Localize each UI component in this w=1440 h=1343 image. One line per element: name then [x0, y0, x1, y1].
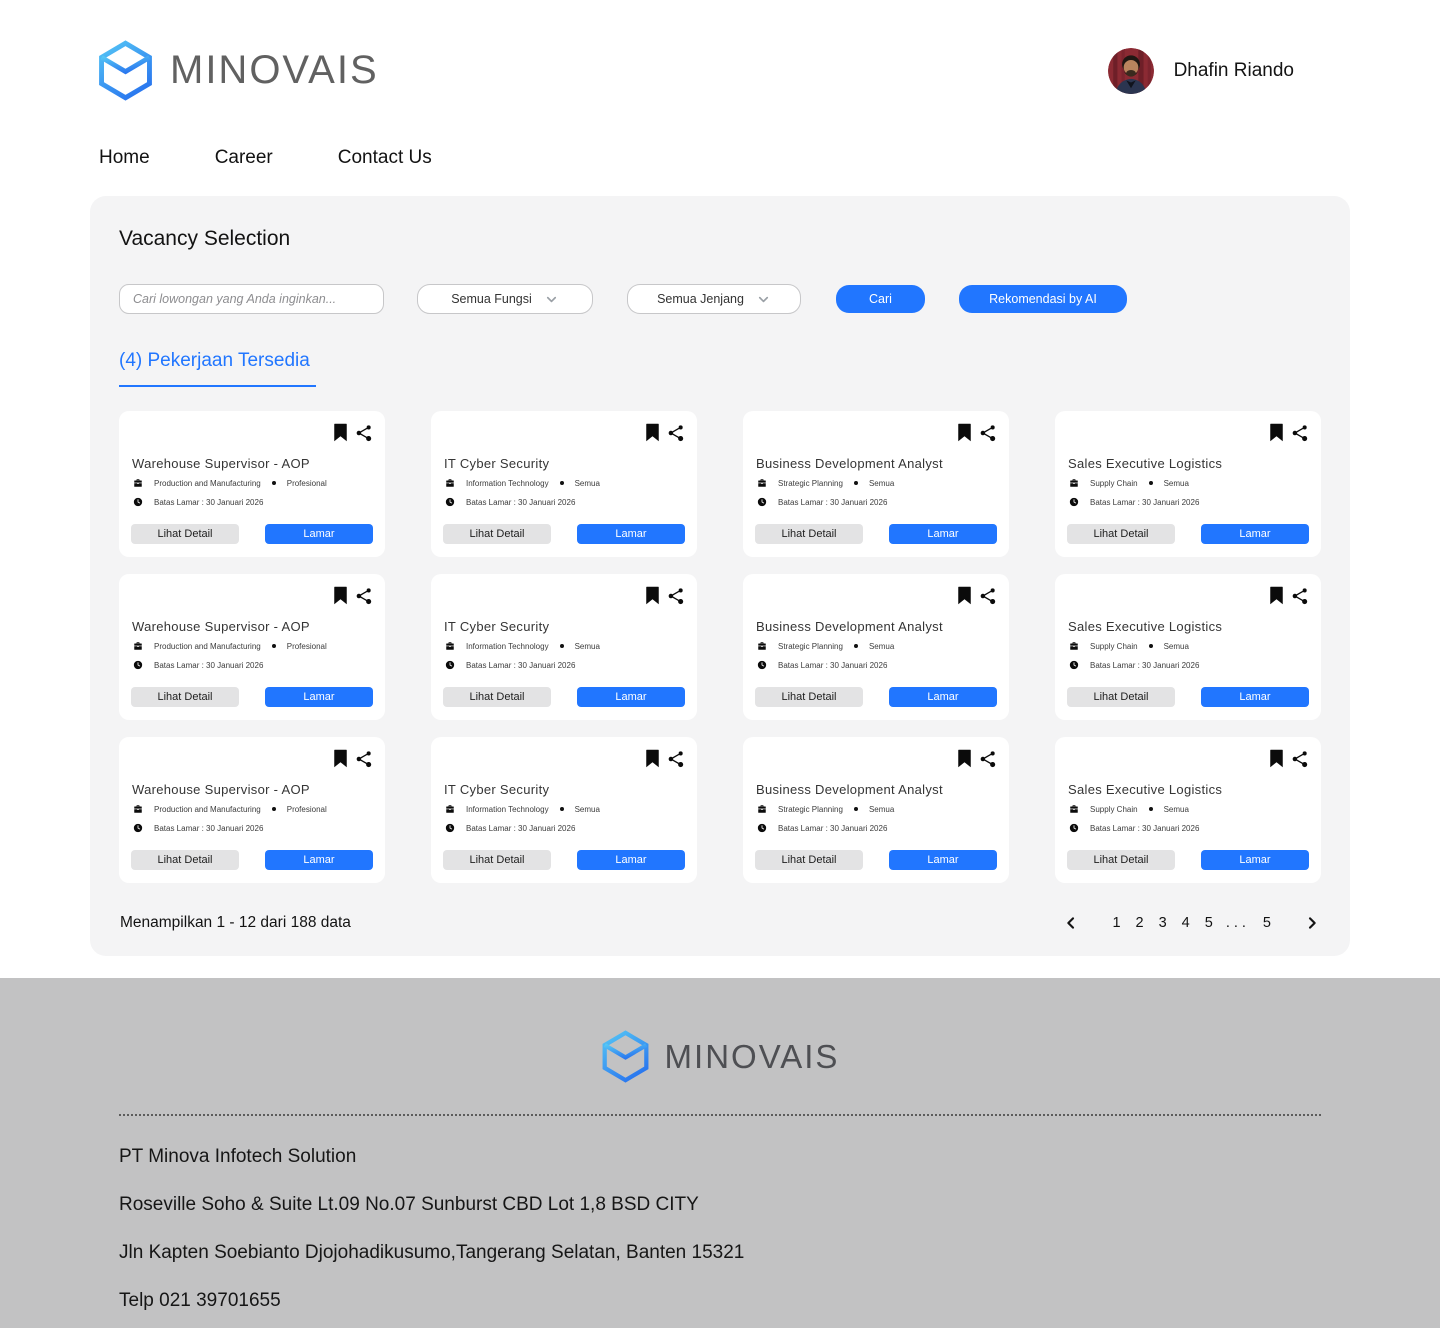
dot-separator-icon — [854, 481, 858, 485]
job-level: Semua — [1163, 804, 1189, 814]
job-function: Supply Chain — [1090, 804, 1138, 814]
briefcase-icon — [757, 478, 767, 488]
job-level: Semua — [868, 478, 895, 488]
lamar-button[interactable]: Lamar — [889, 850, 997, 870]
job-deadline-row — [133, 823, 263, 833]
job-card — [119, 574, 385, 720]
share-icon[interactable] — [1291, 750, 1309, 768]
job-meta — [133, 641, 327, 651]
job-deadline: Batas Lamar : 30 Januari 2026 — [1090, 823, 1200, 833]
briefcase-icon — [133, 478, 143, 488]
job-function: Information Technology — [466, 478, 549, 488]
pager — [1063, 915, 1320, 931]
page-number[interactable]: 5 — [1204, 915, 1213, 931]
bookmark-icon[interactable] — [645, 586, 660, 605]
card-actions — [131, 687, 373, 707]
footer-brand-logo — [119, 1030, 1321, 1083]
tab-pekerjaan-tersedia[interactable]: (4) Pekerjaan Tersedia — [119, 350, 316, 387]
bookmark-icon[interactable] — [333, 423, 348, 442]
dot-separator-icon — [560, 807, 564, 811]
job-deadline-row — [1069, 823, 1199, 833]
user-avatar[interactable] — [1108, 48, 1154, 94]
card-actions — [443, 524, 685, 544]
job-function: Strategic Planning — [778, 641, 843, 651]
cari-button[interactable]: Cari — [836, 285, 925, 313]
job-function: Information Technology — [466, 804, 549, 814]
dot-separator-icon — [560, 644, 564, 648]
briefcase-icon — [445, 804, 455, 814]
dot-separator-icon — [1149, 481, 1153, 485]
bookmark-icon[interactable] — [1269, 423, 1284, 442]
pagination-row — [119, 914, 1322, 932]
fungsi-dropdown[interactable] — [417, 284, 593, 314]
job-title: Warehouse Supervisor - AOP — [132, 456, 310, 471]
job-meta — [445, 804, 600, 814]
rekomendasi-ai-button[interactable]: Rekomendasi by AI — [959, 285, 1127, 313]
job-function: Production and Manufacturing — [154, 641, 261, 651]
briefcase-icon — [133, 804, 143, 814]
job-deadline: Batas Lamar : 30 Januari 2026 — [778, 823, 888, 833]
lamar-button[interactable]: Lamar — [1201, 687, 1309, 707]
job-deadline-row — [445, 660, 575, 670]
jenjang-dropdown-value: Semua Jenjang — [657, 292, 744, 306]
job-card — [431, 737, 697, 883]
job-meta — [1069, 478, 1189, 488]
job-card — [119, 411, 385, 557]
briefcase-icon — [445, 641, 455, 651]
card-icons — [1269, 423, 1309, 442]
card-icons — [1269, 586, 1309, 605]
job-deadline: Batas Lamar : 30 Januari 2026 — [778, 497, 888, 507]
job-title: Sales Executive Logistics — [1068, 456, 1223, 471]
job-deadline: Batas Lamar : 30 Januari 2026 — [154, 660, 264, 670]
lihat-detail-button[interactable]: Lihat Detail — [1067, 850, 1175, 870]
card-actions — [755, 524, 997, 544]
lamar-button[interactable]: Lamar — [577, 524, 685, 544]
job-level: Profesional — [286, 804, 327, 814]
nav-item-home[interactable]: Home — [99, 147, 150, 168]
job-card — [431, 574, 697, 720]
job-level: Semua — [574, 804, 600, 814]
job-card — [1055, 411, 1321, 557]
clock-icon — [757, 660, 767, 670]
card-icons — [333, 586, 373, 605]
cube-logo-icon — [97, 40, 154, 101]
card-actions — [1067, 687, 1309, 707]
header — [0, 0, 1440, 101]
job-deadline: Batas Lamar : 30 Januari 2026 — [154, 823, 264, 833]
bookmark-icon[interactable] — [957, 423, 972, 442]
vacancy-panel — [90, 196, 1350, 956]
main-nav — [0, 101, 1440, 169]
job-card — [1055, 737, 1321, 883]
bookmark-icon[interactable] — [333, 586, 348, 605]
job-title: IT Cyber Security — [444, 619, 550, 634]
clock-icon — [757, 823, 767, 833]
job-card-grid — [119, 411, 1322, 883]
briefcase-icon — [1069, 478, 1079, 488]
job-deadline-row — [445, 497, 575, 507]
job-meta — [1069, 641, 1189, 651]
chevron-down-icon — [756, 292, 771, 307]
bookmark-icon[interactable] — [957, 749, 972, 768]
page-number[interactable]: 5 — [1262, 915, 1271, 931]
job-function: Supply Chain — [1090, 478, 1138, 488]
job-deadline-row — [1069, 660, 1199, 670]
clock-icon — [1069, 660, 1079, 670]
job-level: Semua — [868, 641, 895, 651]
bookmark-icon[interactable] — [957, 586, 972, 605]
dot-separator-icon — [1149, 807, 1153, 811]
share-icon[interactable] — [667, 587, 685, 605]
page-ellipsis: ... — [1225, 915, 1250, 931]
lamar-button[interactable]: Lamar — [1201, 850, 1309, 870]
share-icon[interactable] — [979, 750, 997, 768]
job-title: Warehouse Supervisor - AOP — [132, 782, 310, 797]
clock-icon — [133, 497, 143, 507]
clock-icon — [757, 497, 767, 507]
nav-item-contact-us[interactable]: Contact Us — [337, 147, 432, 168]
page-number[interactable]: 3 — [1158, 915, 1167, 931]
job-meta — [445, 641, 600, 651]
clock-icon — [133, 660, 143, 670]
job-card — [1055, 574, 1321, 720]
job-card — [431, 411, 697, 557]
job-deadline: Batas Lamar : 30 Januari 2026 — [466, 497, 576, 507]
bookmark-icon[interactable] — [1269, 586, 1284, 605]
lamar-button[interactable]: Lamar — [889, 524, 997, 544]
job-title: Business Development Analyst — [756, 619, 943, 634]
lihat-detail-button[interactable]: Lihat Detail — [443, 687, 551, 707]
card-actions — [131, 850, 373, 870]
job-function: Production and Manufacturing — [154, 478, 261, 488]
job-meta — [757, 641, 894, 651]
clock-icon — [445, 497, 455, 507]
lihat-detail-button[interactable]: Lihat Detail — [1067, 524, 1175, 544]
briefcase-icon — [757, 804, 767, 814]
job-level: Profesional — [286, 478, 327, 488]
page-number[interactable]: 2 — [1135, 915, 1144, 931]
fungsi-dropdown-value: Semua Fungsi — [451, 292, 532, 306]
nav-item-career[interactable]: Career — [214, 147, 273, 168]
cube-logo-icon — [601, 1030, 650, 1083]
card-actions — [443, 850, 685, 870]
card-actions — [131, 524, 373, 544]
job-deadline: Batas Lamar : 30 Januari 2026 — [466, 823, 576, 833]
card-actions — [1067, 850, 1309, 870]
lamar-button[interactable]: Lamar — [889, 687, 997, 707]
clock-icon — [445, 823, 455, 833]
briefcase-icon — [1069, 804, 1079, 814]
job-function: Strategic Planning — [778, 478, 843, 488]
footer-divider — [119, 1114, 1321, 1116]
results-summary: Menampilkan 1 - 12 dari 188 data — [120, 914, 351, 931]
card-icons — [645, 586, 685, 605]
card-icons — [957, 423, 997, 442]
job-card — [743, 737, 1009, 883]
dot-separator-icon — [560, 481, 564, 485]
clock-icon — [445, 660, 455, 670]
job-title: Business Development Analyst — [756, 456, 943, 471]
job-meta — [133, 478, 327, 488]
share-icon[interactable] — [355, 750, 373, 768]
chevron-down-icon — [544, 292, 559, 307]
job-meta — [757, 478, 894, 488]
dot-separator-icon — [1149, 644, 1153, 648]
filter-row — [119, 284, 1322, 314]
job-deadline: Batas Lamar : 30 Januari 2026 — [1090, 660, 1200, 670]
lamar-button[interactable]: Lamar — [265, 687, 373, 707]
user-name: Dhafin Riando — [1173, 59, 1294, 81]
brand-name: MINOVAIS — [170, 48, 379, 92]
job-function: Strategic Planning — [778, 804, 843, 814]
share-icon[interactable] — [667, 424, 685, 442]
job-title: Warehouse Supervisor - AOP — [132, 619, 310, 634]
lihat-detail-button[interactable]: Lihat Detail — [131, 687, 239, 707]
dot-separator-icon — [272, 644, 276, 648]
share-icon[interactable] — [1291, 424, 1309, 442]
job-level: Semua — [1163, 478, 1189, 488]
bookmark-icon[interactable] — [645, 423, 660, 442]
next-page-icon[interactable] — [1304, 915, 1320, 931]
clock-icon — [133, 823, 143, 833]
job-deadline-row — [445, 823, 575, 833]
job-card — [743, 574, 1009, 720]
card-icons — [645, 423, 685, 442]
clock-icon — [1069, 823, 1079, 833]
job-deadline: Batas Lamar : 30 Januari 2026 — [466, 660, 576, 670]
job-title: Sales Executive Logistics — [1068, 782, 1223, 797]
dot-separator-icon — [854, 644, 858, 648]
bookmark-icon[interactable] — [1269, 749, 1284, 768]
job-function: Information Technology — [466, 641, 549, 651]
job-deadline-row — [757, 497, 887, 507]
prev-page-icon[interactable] — [1063, 915, 1079, 931]
search-input[interactable] — [119, 284, 384, 314]
share-icon[interactable] — [1291, 587, 1309, 605]
share-icon[interactable] — [667, 750, 685, 768]
job-meta — [757, 804, 894, 814]
briefcase-icon — [445, 478, 455, 488]
card-icons — [957, 586, 997, 605]
card-icons — [333, 749, 373, 768]
job-title: IT Cyber Security — [444, 456, 550, 471]
job-title: Business Development Analyst — [756, 782, 943, 797]
job-card — [119, 737, 385, 883]
card-actions — [1067, 524, 1309, 544]
job-level: Semua — [1163, 641, 1189, 651]
footer-brand-name: MINOVAIS — [664, 1037, 840, 1075]
card-icons — [333, 423, 373, 442]
clock-icon — [1069, 497, 1079, 507]
job-meta — [133, 804, 327, 814]
footer — [0, 978, 1440, 1328]
dot-separator-icon — [272, 481, 276, 485]
job-function: Supply Chain — [1090, 641, 1138, 651]
job-function: Production and Manufacturing — [154, 804, 261, 814]
job-card — [743, 411, 1009, 557]
dot-separator-icon — [272, 807, 276, 811]
dot-separator-icon — [854, 807, 858, 811]
lihat-detail-button[interactable]: Lihat Detail — [131, 850, 239, 870]
card-icons — [1269, 749, 1309, 768]
job-title: IT Cyber Security — [444, 782, 550, 797]
lihat-detail-button[interactable]: Lihat Detail — [443, 850, 551, 870]
lihat-detail-button[interactable]: Lihat Detail — [443, 524, 551, 544]
job-deadline-row — [133, 660, 263, 670]
job-deadline-row — [757, 823, 887, 833]
lihat-detail-button[interactable]: Lihat Detail — [131, 524, 239, 544]
lihat-detail-button[interactable]: Lihat Detail — [755, 687, 863, 707]
share-icon[interactable] — [979, 424, 997, 442]
job-level: Semua — [574, 478, 600, 488]
card-actions — [755, 850, 997, 870]
card-icons — [645, 749, 685, 768]
job-deadline-row — [757, 660, 887, 670]
footer-address-1: Roseville Soho & Suite Lt.09 No.07 Sunburst CBD Lot 1,8 BSD CITY — [119, 1194, 699, 1215]
user-box — [1108, 48, 1294, 94]
share-icon[interactable] — [355, 424, 373, 442]
page-number[interactable]: 4 — [1181, 915, 1190, 931]
job-level: Profesional — [286, 641, 327, 651]
lamar-button[interactable]: Lamar — [577, 850, 685, 870]
briefcase-icon — [133, 641, 143, 651]
card-actions — [755, 687, 997, 707]
job-level: Semua — [868, 804, 895, 814]
job-meta — [445, 478, 600, 488]
card-icons — [957, 749, 997, 768]
job-level: Semua — [574, 641, 600, 651]
briefcase-icon — [1069, 641, 1079, 651]
lihat-detail-button[interactable]: Lihat Detail — [1067, 687, 1175, 707]
lamar-button[interactable]: Lamar — [265, 524, 373, 544]
lamar-button[interactable]: Lamar — [265, 850, 373, 870]
footer-company: PT Minova Infotech Solution — [119, 1146, 357, 1167]
lamar-button[interactable]: Lamar — [1201, 524, 1309, 544]
brand-logo[interactable] — [97, 40, 379, 101]
page-numbers — [1110, 915, 1273, 931]
bookmark-icon[interactable] — [333, 749, 348, 768]
job-deadline: Batas Lamar : 30 Januari 2026 — [1090, 497, 1200, 507]
jenjang-dropdown[interactable] — [627, 284, 801, 314]
job-deadline-row — [1069, 497, 1199, 507]
lihat-detail-button[interactable]: Lihat Detail — [755, 850, 863, 870]
footer-phone: Telp 021 39701655 — [119, 1290, 281, 1311]
job-title: Sales Executive Logistics — [1068, 619, 1223, 634]
job-meta — [1069, 804, 1189, 814]
footer-address-2: Jln Kapten Soebianto Djojohadikusumo,Tangerang Selatan, Banten 15321 — [119, 1242, 745, 1263]
card-actions — [443, 687, 685, 707]
briefcase-icon — [757, 641, 767, 651]
share-icon[interactable] — [355, 587, 373, 605]
job-deadline-row — [133, 497, 263, 507]
page-number[interactable]: 1 — [1112, 915, 1121, 931]
job-deadline: Batas Lamar : 30 Januari 2026 — [778, 660, 888, 670]
job-deadline: Batas Lamar : 30 Januari 2026 — [154, 497, 264, 507]
share-icon[interactable] — [979, 587, 997, 605]
lihat-detail-button[interactable]: Lihat Detail — [755, 524, 863, 544]
lamar-button[interactable]: Lamar — [577, 687, 685, 707]
page-title: Vacancy Selection — [119, 227, 291, 250]
bookmark-icon[interactable] — [645, 749, 660, 768]
